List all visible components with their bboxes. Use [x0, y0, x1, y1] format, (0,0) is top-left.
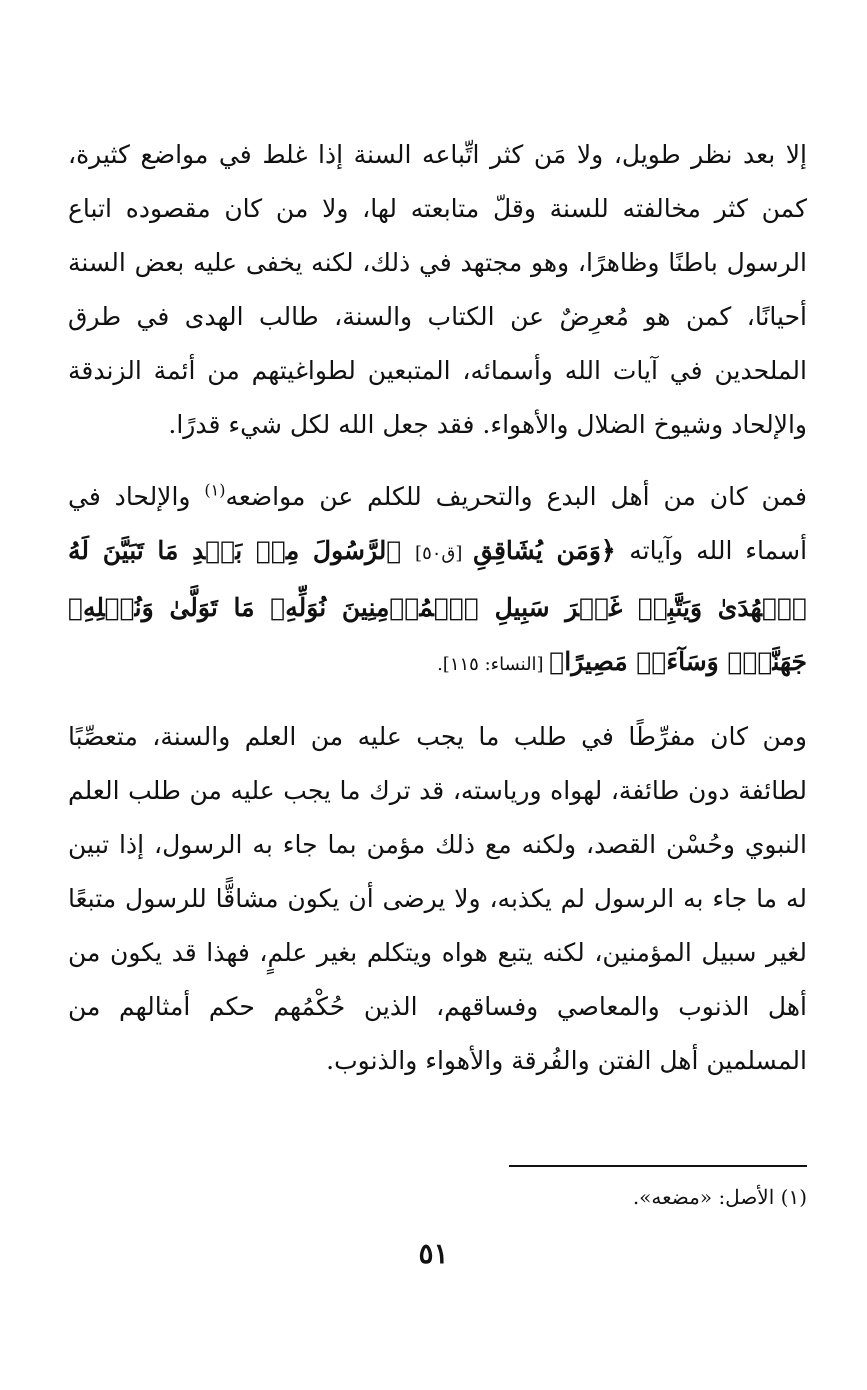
footnote: (١) الأصل: «مضعه». [632, 1185, 807, 1209]
footnote-reference: (١) [204, 480, 226, 500]
quran-verse-rest: ٱلرَّسُولَ مِنۢ بَعۡدِ مَا تَبَيَّنَ لَهُ ٱلۡهُدَىٰ وَيَتَّبِعۡ غَيۡرَ سَبِيلِ ٱلۡمُؤۡمِنِينَ نُوَلِّهِۦ مَا تَوَلَّىٰ وَنُصۡلِهِۦ جَهَنَّمَۖ وَسَآءَتۡ مَصِيرًا﴾ [68, 536, 807, 676]
paragraph-2-continuation: والإلحاد في أسماء الله وآياته [68, 482, 808, 565]
page-number: ٥١ [418, 1237, 449, 1270]
quran-verse-start: ﴿وَمَن يُشَاقِقِ [473, 536, 630, 565]
paragraph-3: ومن كان مفرِّطًا في طلب ما يجب عليه من العلم والسنة، متعصِّبًا لطائفة دون طائفة، لهواه ورياسته، قد ترك ما يجب عليه من طلب العلم النبوي وحُسْن القصد، ولكنه مع ذلك مؤمن بما جاء به الرسول، إذا تبين له ما جاء به الرسول لم يكذبه، ولا يرضى أن يكون مشاقًّا للرسول متبعًا لغير سبيل المؤمنين، لكنه يتبع هواه ويتكلم بغير علمٍ، فهذا قد يكون من أهل الذنوب والمعاصي وفساقهم، الذين حُكْمُهم حكم أمثالهم من المسلمين أهل الفتن والفُرقة والأهواء والذنوب. [68, 722, 807, 1075]
footnote-divider [509, 1165, 807, 1167]
paragraph-1: إلا بعد نظر طويل، ولا مَن كثر اتِّباعه السنة إذا غلط في مواضع كثيرة، كمن كثر مخالفته للسنة وقلّ متابعته لها، ولا من كان مقصوده اتباع الرسول باطنًا وظاهرًا، وهو مجتهد في ذلك، لكنه يخفى عليه بعض السنة أحيانًا، كمن هو مُعرِضٌ عن الكتاب والسنة، طالب الهدى في طرق الملحدين في آيات الله وأسمائه، المتبعين لطواغيتهم من أئمة الزندقة والإلحاد وشيوخ الضلال والأهواء. فقد جعل الله لكل شيء قدرًا. [68, 140, 807, 439]
verse-citation: [النساء: ١١٥]. [437, 654, 550, 675]
paragraph-2-text: فمن كان من أهل البدع والتحريف للكلم عن مواضعه [225, 482, 807, 511]
manuscript-page-marker: [ق٥٠] [415, 543, 474, 564]
paragraph-2 [68, 470, 807, 692]
page-body [68, 128, 807, 1088]
